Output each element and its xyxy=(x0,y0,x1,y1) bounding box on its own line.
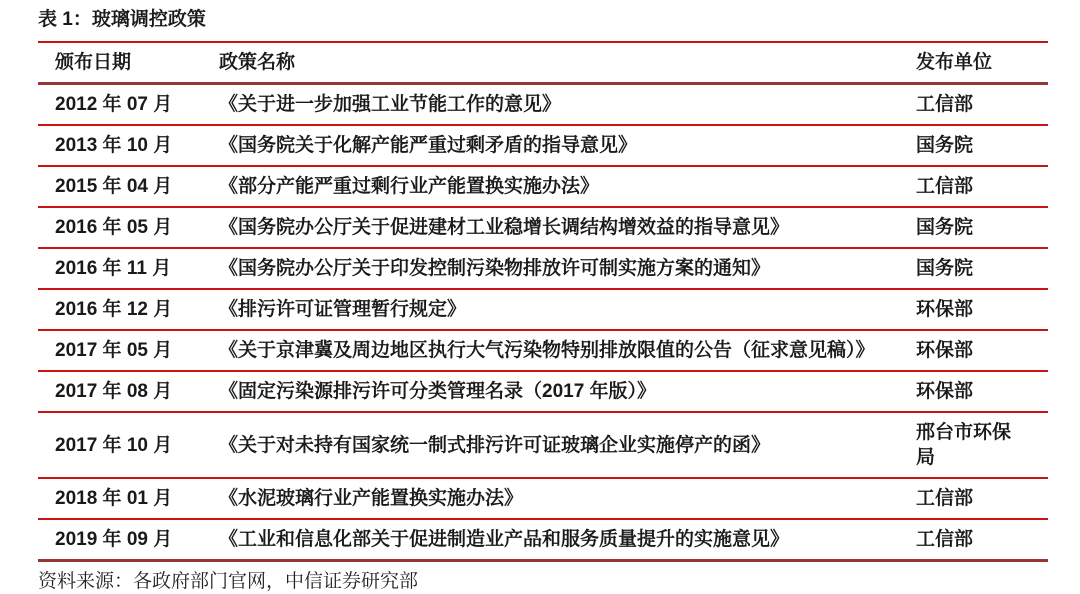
policy-unit: 国务院 xyxy=(916,135,974,156)
table-title: 表 1：玻璃调控政策 xyxy=(38,9,206,30)
policy-unit: 工信部 xyxy=(916,488,974,509)
policy-date: 2017 年 05 月 xyxy=(55,340,173,361)
policy-unit: 工信部 xyxy=(916,94,974,115)
policy-name: 《水泥玻璃行业产能置换实施办法》 xyxy=(219,488,524,509)
policy-unit: 国务院 xyxy=(916,217,974,238)
policy-date: 2017 年 10 月 xyxy=(55,434,173,456)
policy-name: 《国务院办公厅关于印发控制污染物排放许可制实施方案的通知》 xyxy=(219,258,771,279)
table-row xyxy=(38,289,1048,330)
policy-unit: 工信部 xyxy=(916,176,974,197)
table-row xyxy=(38,519,1048,561)
policy-date: 2016 年 11 月 xyxy=(55,258,172,279)
policy-name: 《固定污染源排污许可分类管理名录（2017 年版）》 xyxy=(219,381,657,402)
policy-date: 2015 年 04 月 xyxy=(55,176,173,197)
header-policy-name: 政策名称 xyxy=(219,52,296,73)
policy-date: 2018 年 01 月 xyxy=(55,488,173,509)
policy-date: 2012 年 07 月 xyxy=(55,94,173,115)
policy-name: 《国务院办公厅关于促进建材工业稳增长调结构增效益的指导意见》 xyxy=(219,217,790,238)
table-row xyxy=(38,330,1048,371)
policy-date: 2016 年 05 月 xyxy=(55,217,173,238)
table-row xyxy=(38,412,1048,478)
header-row xyxy=(38,42,1048,84)
policy-table xyxy=(38,41,1048,562)
policy-unit: 环保部 xyxy=(916,299,974,320)
policy-name: 《工业和信息化部关于促进制造业产品和服务质量提升的实施意见》 xyxy=(219,529,790,550)
policy-unit: 环保部 xyxy=(916,381,974,402)
policy-date: 2013 年 10 月 xyxy=(55,135,173,156)
policy-name: 《关于对未持有国家统一制式排污许可证玻璃企业实施停产的函》 xyxy=(219,434,771,456)
table-row xyxy=(38,84,1048,126)
policy-date: 2019 年 09 月 xyxy=(55,529,173,550)
table-row xyxy=(38,248,1048,289)
policy-name: 《排污许可证管理暂行规定》 xyxy=(219,299,467,320)
table-row xyxy=(38,125,1048,166)
policy-date: 2016 年 12 月 xyxy=(55,299,173,320)
policy-name: 《关于进一步加强工业节能工作的意见》 xyxy=(219,94,562,115)
policy-name: 《部分产能严重过剩行业产能置换实施办法》 xyxy=(219,176,600,197)
header-date: 颁布日期 xyxy=(55,52,132,73)
source-note: 资料来源：各政府部门官网，中信证券研究部 xyxy=(38,571,419,592)
header-issuing-unit: 发布单位 xyxy=(916,52,993,73)
policy-unit: 工信部 xyxy=(916,529,974,550)
policy-name: 《国务院关于化解产能严重过剩矛盾的指导意见》 xyxy=(219,135,638,156)
table-row xyxy=(38,207,1048,248)
policy-unit: 国务院 xyxy=(916,258,974,279)
policy-unit: 环保部 xyxy=(916,340,974,361)
table-row xyxy=(38,478,1048,519)
policy-date: 2017 年 08 月 xyxy=(55,381,173,402)
table-row xyxy=(38,371,1048,412)
policy-unit: 邢台市环保局 xyxy=(916,422,1012,468)
table-row xyxy=(38,166,1048,207)
policy-name: 《关于京津冀及周边地区执行大气污染物特别排放限值的公告（征求意见稿）》 xyxy=(219,340,875,361)
